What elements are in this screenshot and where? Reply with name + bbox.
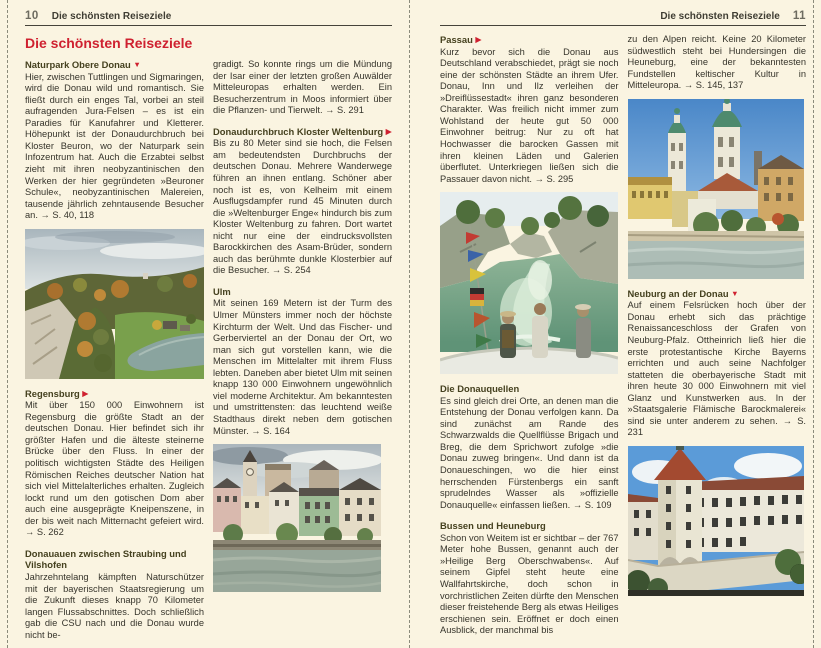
page-right <box>440 10 806 637</box>
paragraph-neuburg: Auf einem Felsrücken hoch über der Donau erhebt sich das prächtige Renaissanceschloss der Grafen von Neuburg-Pfalz. Ottheinrich ließ hier die erste protestantische Kirche Bayerns errichten und auch seine Nachfolger statteten die oberbayerische Stadt mit ihren heute 30 000 Einwohnern mit viel Glanz und Kunstwerken aus. In der »Staatsgalerie Flämische Barockmalerei« sind sie unter anderem zu sehen. → S. 231 <box>627 300 806 438</box>
heading-donauquellen-text: Die Donauquellen <box>440 383 520 395</box>
right-page-columns <box>440 34 806 637</box>
running-head-right <box>440 10 806 26</box>
left-page-column-1 <box>25 59 204 641</box>
page-number-left: 10 <box>25 10 39 22</box>
regensburg-photo <box>213 444 392 592</box>
heading-weltenburg-text: Donaudurchbruch Kloster Weltenburg <box>213 125 384 137</box>
paragraph-donauauen-continuation: gradigt. So konnte rings um die Mündung der Isar einer der letzten großen Auwälder Mitteleuropas erhalten werden. Ein Besucherzentrum in Moos informiert über die Pflanzen- und Tierwelt. → S. 291 <box>213 59 392 116</box>
page-title: Die schönsten Reiseziele <box>25 35 193 51</box>
paragraph-regensburg: Mit über 150 000 Einwohnern ist Regensburg die größte Stadt an der deutschen Donau. Hier befindet sich ihr größter Hafen und die älteste steinerne Brücke über den Fluss. In einer der politisch wichtigsten Städte des Heiligen Römischen Reiches deutscher Nation hat sich viel Mittelalterliches erhalten. Zugleich lockt rund um den gotischen Dom aber auch eine ausgeprägte Kneipenszene, in der bis weit nach Mitternacht gefeiert wird. → S. 262 <box>25 400 204 538</box>
neuburg-photo <box>628 446 807 596</box>
running-title-left: Die schönsten Reiseziele <box>51 11 172 22</box>
running-head-left <box>25 10 392 26</box>
page-left <box>25 10 392 641</box>
paragraph-donauauen: Jahrzehntelang kämpften Naturschützer mit der bayerischen Staatsregierung um die Zukunft dieses knapp 70 Kilometer langen Flussabschnittes. Doch schließlich gab die CSU nach und die Donau wurde nicht be- <box>25 572 204 640</box>
paragraph-passau: Kurz bevor sich die Donau aus Deutschland verabschiedet, prägt sie noch eine der schönsten Städte an ihrem Ufer. Donau, Inn und Ilz verleihen der »Dreiflüssestadt« ihren ganz besonderen Charakter. Was freilich nicht immer zum Wohlstand der heute gut 50 000 Einwohner beitrug: Nur zu oft hat Hochwasser die barocken Gassen mit ihren kleinen Läden und Galerien überflutet. Unterkriegen ließen sich die Passauer davon nicht. → S. 295 <box>440 46 619 184</box>
page-number-right: 11 <box>792 10 806 22</box>
paragraph-bussen-continuation: zu den Alpen reicht. Keine 20 Kilometer südwestlich steht bei Hundersingen die Heuneburg, eine der bekanntesten Fundstellen keltischer Kultur in Mitteleuropa. → S. 145, 137 <box>627 34 806 91</box>
heading-bussen <box>440 520 619 532</box>
heading-neuburg <box>628 288 807 300</box>
heading-naturpark <box>25 59 204 71</box>
heading-donauauen <box>25 548 204 571</box>
paragraph-bussen: Schon von Weitem ist er sichtbar – der 767 Meter hohe Bussen, genannt auch der »Heilige Berg Oberschwabens«. Auf seinem Gipfel steht heute eine Wallfahrtskirche, doch schon in vorchristlichen Zeiten dürfte den Menschen dieser freistehende Berg als etwas Heiliges erschienen sein. Eröffnet er doch einen Ausblick, der manchmal bis <box>440 532 619 636</box>
boat-gorge-photo <box>440 192 619 374</box>
right-page-column-1 <box>440 34 619 637</box>
triangle-right-marker: ▶ <box>475 35 482 44</box>
heading-passau-text: Passau <box>440 34 473 45</box>
running-title-right: Die schönsten Reiseziele <box>660 11 780 22</box>
heading-weltenburg <box>213 126 392 138</box>
fold-mark-center <box>409 0 410 648</box>
heading-regensburg-text: Regensburg <box>25 387 80 399</box>
heading-ulm <box>213 286 392 298</box>
heading-ulm-text: Ulm <box>213 285 231 297</box>
paragraph-donauquellen: Es sind gleich drei Orte, an denen man die Entstehung der Donau verfolgen kann. Da sind zunächst am Rande des Schwarzwalds die Quellflüsse Brigach und Breg, die dem Sprichwort zufolge »die Donau zuweg bringen«. Und dann ist da Donaueschingen, wo die hier einst herrschenden Fürstenbergs ein sanft sprudelndes Wasser als »offizielle Donauquelle« einfassen ließen. → S. 109 <box>440 395 619 510</box>
paragraph-weltenburg: Bis zu 80 Meter sind sie hoch, die Felsen am bedeutendsten Durchbruchs der deutschen Donau. Mehrere Wanderwege führen an ihnen entlang. Schöner aber noch ist es, von Kelheim mit einem Ausflugsdampfer rund 45 Minuten durch die »Weltenburger Enge« hindurch bis zum Kloster Weltenburg zu fahren. Dort wartet nicht nur eine der eindrucksvollsten Barockkirchen des Asam-Brüder, sondern auch das berühmte dunkle Klosterbier auf die Besucher. → S. 254 <box>213 138 392 276</box>
naturpark-photo <box>25 229 204 379</box>
fold-mark-right <box>813 0 814 648</box>
left-page-column-2 <box>213 59 392 641</box>
heading-donauauen-text: Donauauen zwischen Straubing und Vilshofen <box>25 547 187 571</box>
heading-neuburg-text: Neuburg an der Donau <box>627 287 729 299</box>
triangle-down-marker: ▼ <box>731 288 739 298</box>
triangle-down-marker: ▼ <box>133 60 141 69</box>
passau-photo <box>628 99 807 279</box>
heading-bussen-text: Bussen und Heuneburg <box>440 520 546 532</box>
right-page-column-2 <box>628 34 807 637</box>
heading-donauquellen <box>440 383 619 395</box>
paragraph-naturpark: Hier, zwischen Tuttlingen und Sigmaringen, wird die Donau wild und romantisch. Sie fließt durch ein enges Tal, vorbei an steil aufragenden Jura-Felsen – es ist ein Paradies für Kanufahrer und Kletterer. Höhepunkt ist der Donaudurchbruch bei Kloster Beuron, wo der Naturpark sein Infozentrum hat. Auch die Erzabtei selbst zieht mit ihren neobyzantinischen den Werken der hier gegründeten »Beuroner Schule«, neobyzantinischen Malereien, tausende jährlich zehntausende Besucher an. → S. 40, 118 <box>25 71 204 221</box>
fold-mark-left <box>7 0 8 648</box>
paragraph-ulm: Mit seinen 169 Metern ist der Turm des Ulmer Münsters immer noch der höchste Kirchturm der Welt. Und das Fischer- und Gerberviertel an der Donau der Ort, wo man sich gut vorstellen kann, wie die Menschen im Mittelalter mit ihrem Fluss lebten. Daneben aber bietet Ulm mit seinen knapp 130 000 Einwohnern ungewöhnlich viel moderne Architektur. Am bekanntesten und umstrittensten: das leuchtend weiße Stadthaus direkt neben dem gotischen Münster. → S. 164 <box>213 298 392 436</box>
heading-regensburg <box>25 388 204 400</box>
heading-passau <box>440 34 619 46</box>
heading-naturpark-text: Naturpark Obere Donau <box>25 59 131 70</box>
left-page-columns <box>25 59 392 641</box>
triangle-right-marker: ▶ <box>385 126 392 136</box>
triangle-right-marker: ▶ <box>82 388 89 398</box>
